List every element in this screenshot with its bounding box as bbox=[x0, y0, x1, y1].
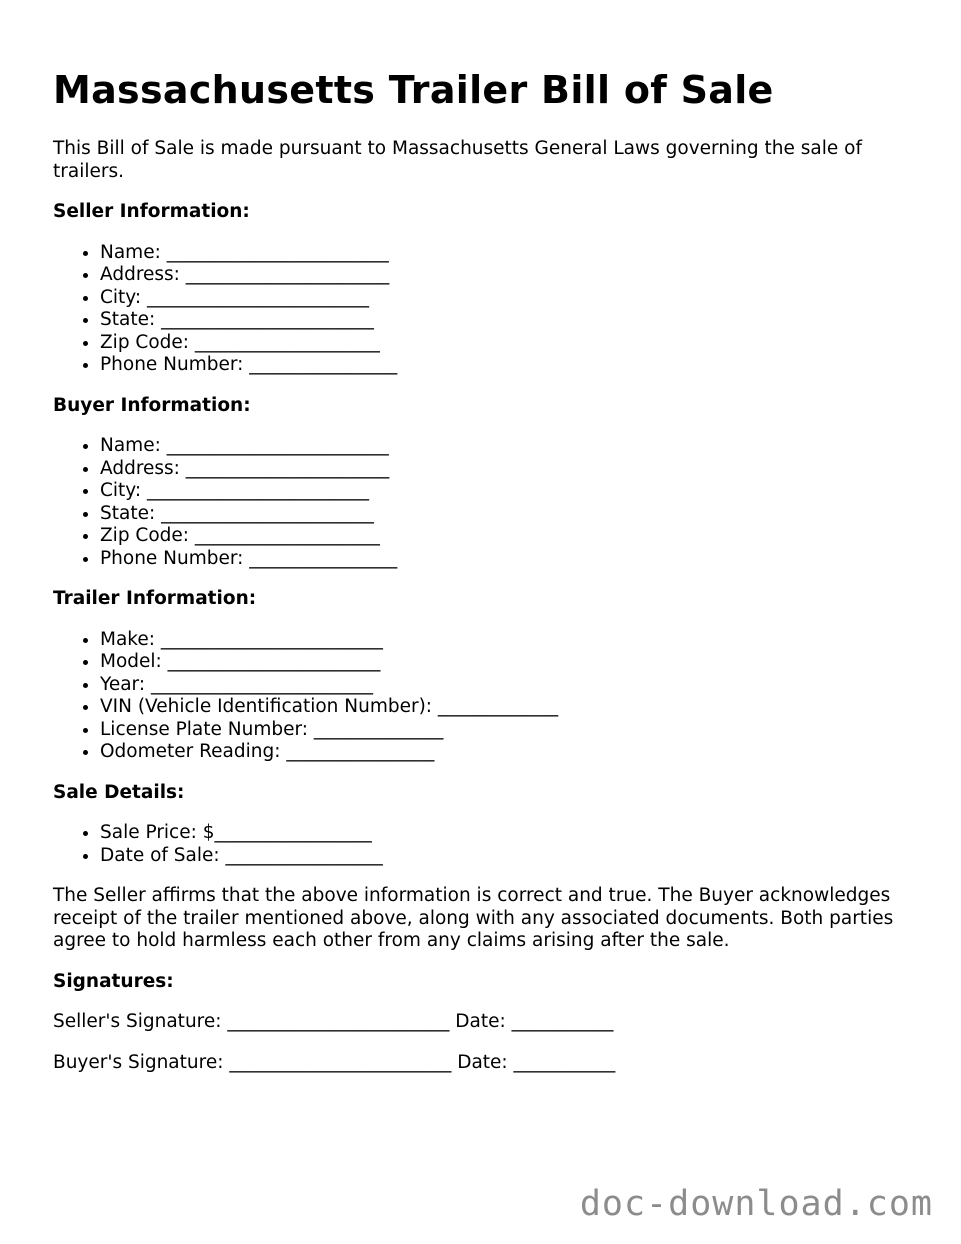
trailer-fields-list bbox=[53, 629, 923, 764]
sale-fields-list bbox=[53, 822, 923, 867]
trailer-year-field: • Year: ________________________ bbox=[100, 674, 923, 697]
buyer-state-field: • State: _______________________ bbox=[100, 503, 923, 526]
seller-state-field: • State: _______________________ bbox=[100, 309, 923, 332]
sale-price-field: • Sale Price: $_________________ bbox=[100, 822, 923, 845]
trailer-vin-field: • VIN (Vehicle Identification Number): _____________ bbox=[100, 696, 923, 719]
buyer-phone-field: • Phone Number: ________________ bbox=[100, 548, 923, 571]
signatures-section-heading: Signatures: bbox=[53, 970, 174, 992]
buyer-fields-list bbox=[53, 435, 923, 570]
trailer-section-heading: Trailer Information: bbox=[53, 588, 257, 609]
buyer-city-field: • City: ________________________ bbox=[100, 480, 923, 503]
trailer-odometer-field: • Odometer Reading: ________________ bbox=[100, 741, 923, 764]
sale-date-field: • Date of Sale: _________________ bbox=[100, 845, 923, 868]
seller-signature-line: Seller's Signature: ________________________ Date: ___________ bbox=[53, 1011, 614, 1032]
trailer-plate-field: • License Plate Number: ______________ bbox=[100, 719, 923, 742]
seller-city-field: • City: ________________________ bbox=[100, 287, 923, 310]
seller-section-heading: Seller Information: bbox=[53, 201, 250, 222]
buyer-name-field: • Name: ________________________ bbox=[100, 435, 923, 458]
buyer-address-field: • Address: ______________________ bbox=[100, 458, 923, 481]
seller-zip-field: • Zip Code: ____________________ bbox=[100, 332, 923, 355]
seller-name-field: • Name: ________________________ bbox=[100, 242, 923, 265]
buyer-section-heading: Buyer Information: bbox=[53, 394, 251, 416]
site-watermark: doc-download.com bbox=[579, 1184, 933, 1224]
document-page bbox=[53, 62, 923, 1092]
affirmation-paragraph: The Seller affirms that the above information is correct and true. The Buyer acknowledges receipt of the trailer mentioned above, along with any associated documents. Both parties agree to hold harmless each other from any claims arising after the sale. bbox=[53, 885, 894, 951]
buyer-signature-line: Buyer's Signature: ________________________ Date: ___________ bbox=[53, 1051, 616, 1073]
trailer-make-field: • Make: ________________________ bbox=[100, 629, 923, 652]
intro-paragraph: This Bill of Sale is made pursuant to Massachusetts General Laws governing the sale of trailers. bbox=[53, 138, 862, 182]
seller-phone-field: • Phone Number: ________________ bbox=[100, 354, 923, 377]
seller-address-field: • Address: ______________________ bbox=[100, 264, 923, 287]
sale-section-heading: Sale Details: bbox=[53, 781, 185, 803]
trailer-model-field: • Model: _______________________ bbox=[100, 651, 923, 674]
seller-fields-list bbox=[53, 242, 923, 377]
page-title: Massachusetts Trailer Bill of Sale bbox=[53, 68, 774, 112]
buyer-zip-field: • Zip Code: ____________________ bbox=[100, 525, 923, 548]
